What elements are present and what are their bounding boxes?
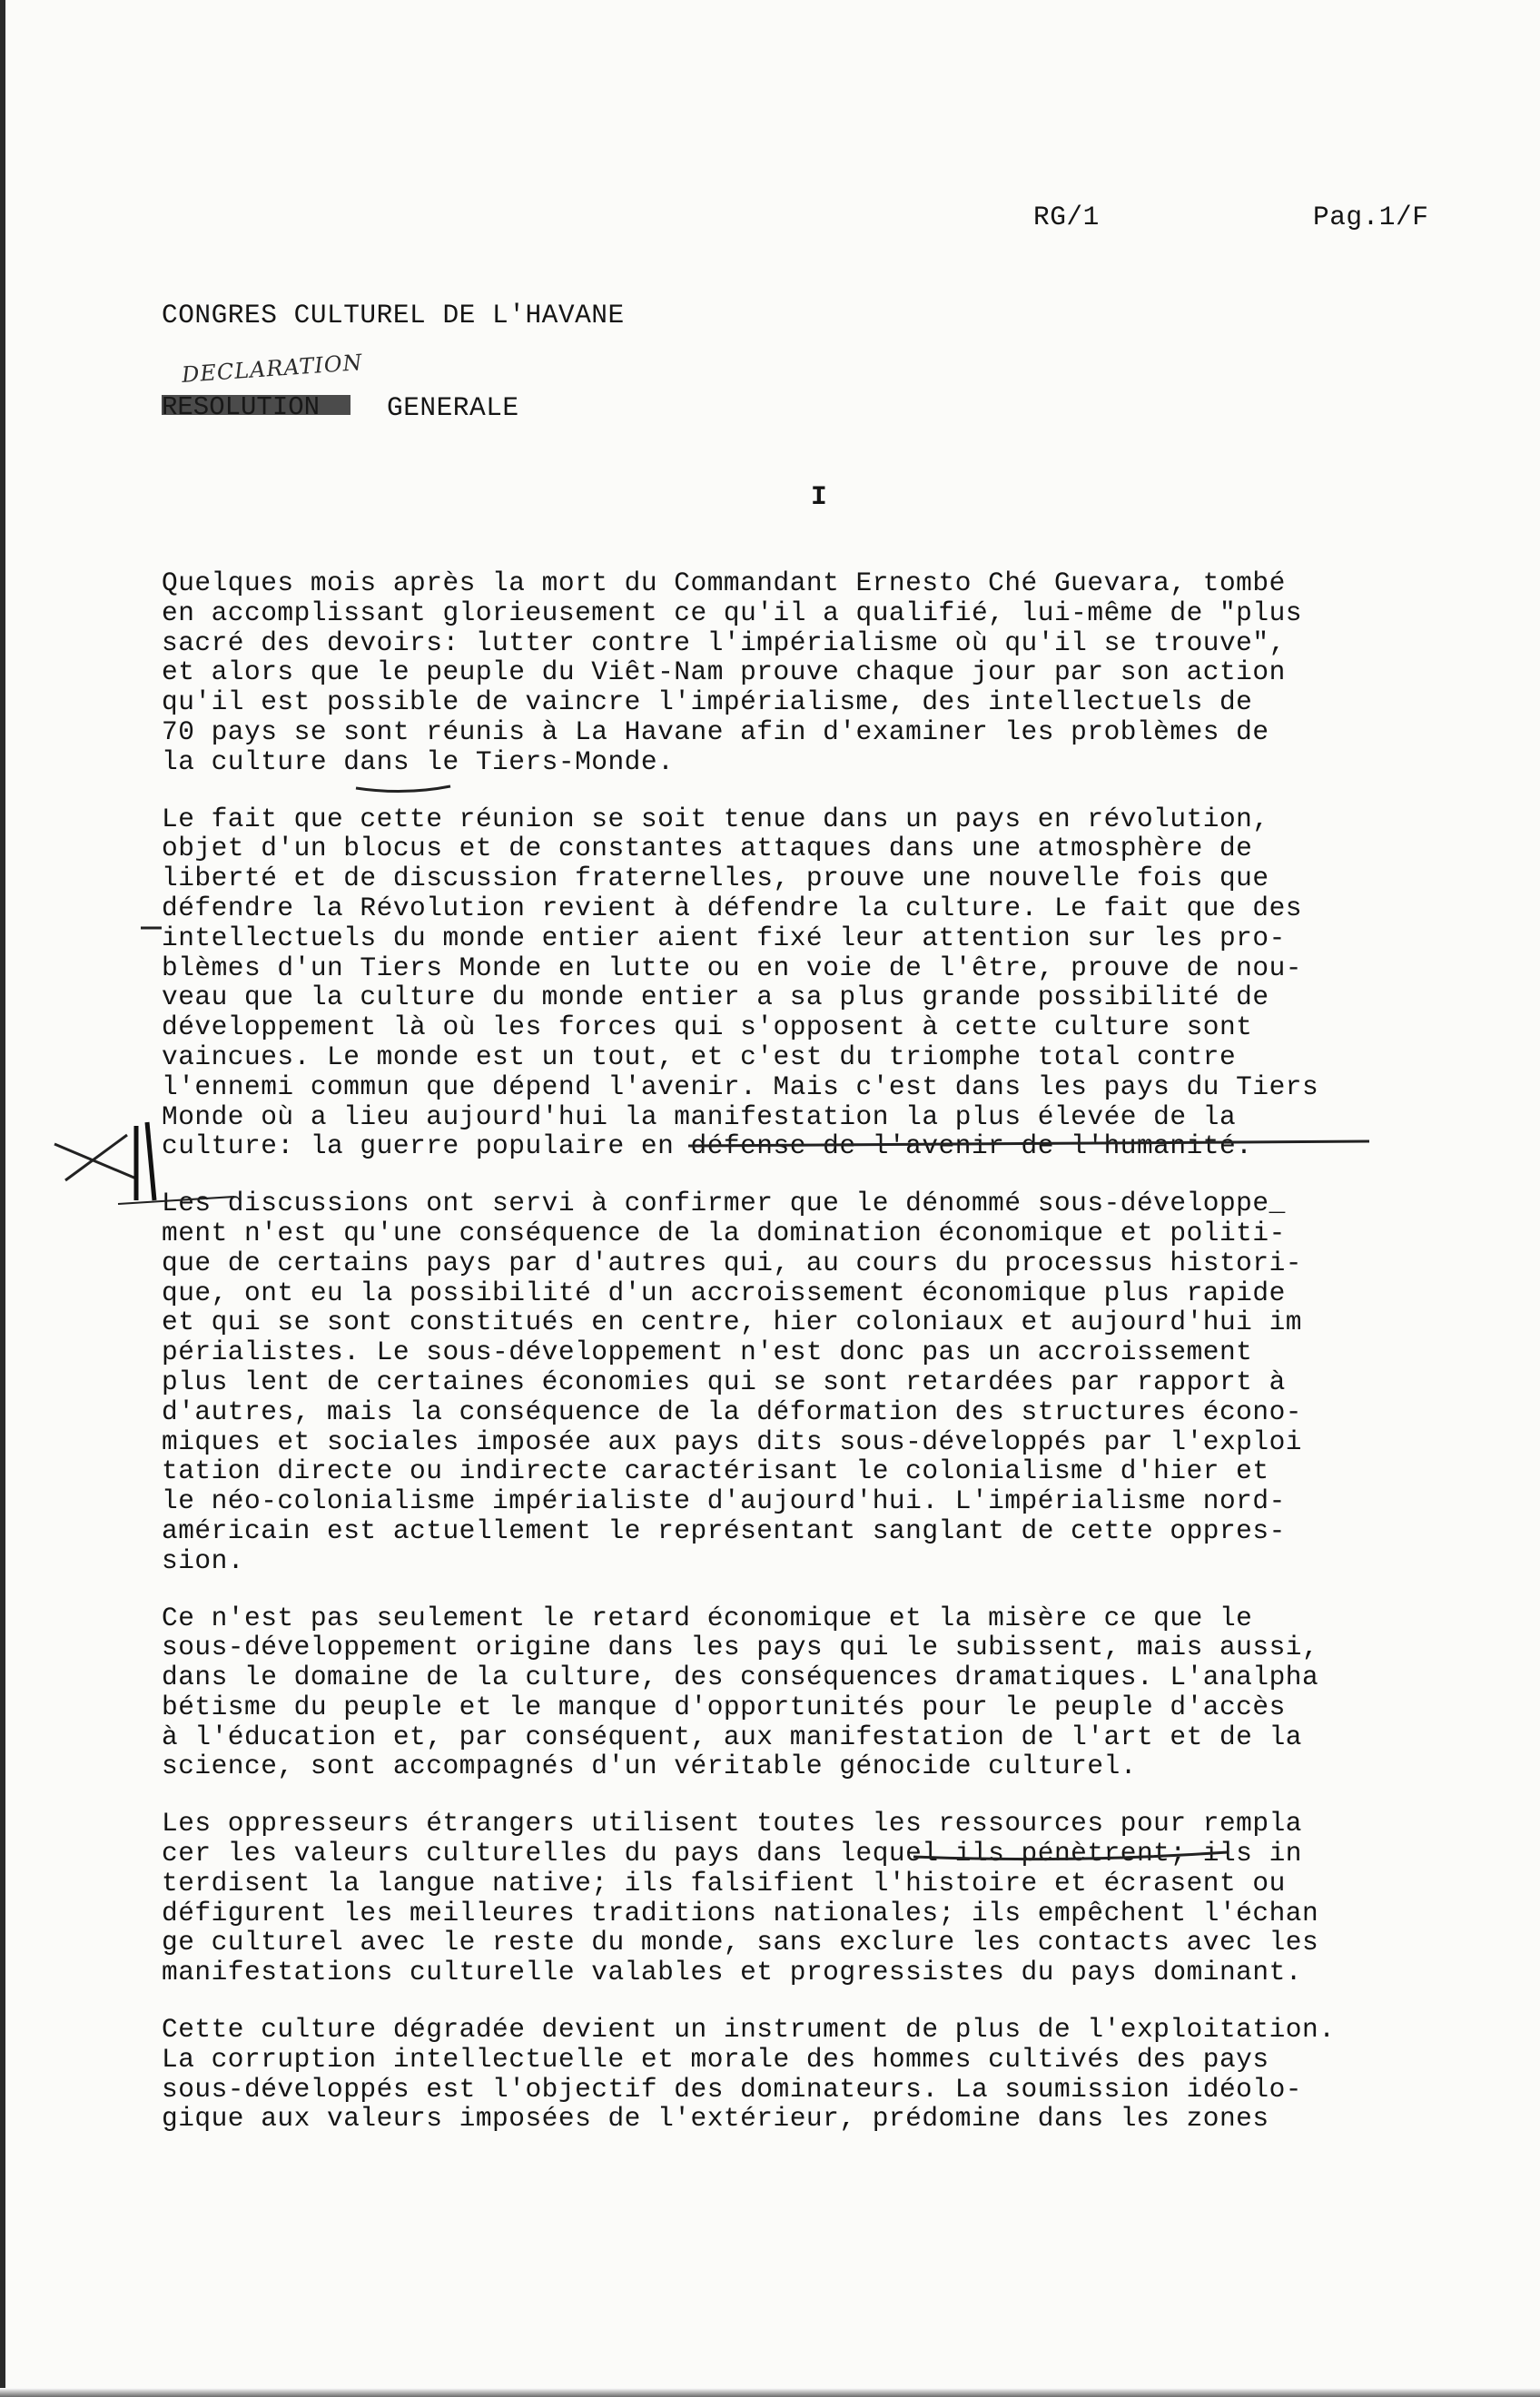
- paragraph-2: Le fait que cette réunion se soit tenue dans un pays en révolution, objet d'un blocus et de constantes attaques dans une atmosphère de liberté et de discussion fraternelles, prouve une nouvelle fois que défendre la Révolution revient à défendre la culture. Le fait que des intellectuels du monde entier aient fixé leur attention sur les pro- blèmes d'un Tiers Monde en lutte ou en voie de l'être, prouve de nou- veau que la culture du monde entier a sa plus grande possibilité de développement là où les forces qui s'opposent à cette culture sont vaincues. Le monde est un tout, et c'est du triomphe total contre l'ennemi commun que dépend l'avenir. Mais c'est dans les pays du Tiers Monde où a lieu aujourd'hui la manifestation la plus élevée de la culture: la guerre populaire en défense de l'avenir de l'humanité.: [162, 803, 1319, 1162]
- document-title: GENERALE: [387, 392, 519, 423]
- underline-genocide: [913, 1852, 1228, 1859]
- underline-manifestation: [688, 1141, 1369, 1146]
- document-reference: RG/1: [1033, 202, 1100, 232]
- section-number: I: [811, 481, 828, 512]
- handwritten-correction: DECLARATION: [181, 350, 364, 388]
- paragraph-3: Les discussions ont servi à confirmer que le dénommé sous-développe_ ment n'est qu'une conséquence de la domination économique et politi- que de certains pays par d'autres qui, au cours du processus histori- que, ont eu la possibilité d'un accroissement économique plus rapide et qui se sont constitués en centre, hier coloniaux et aujourd'hui im périalistes. Le sous-développement n'est donc pas un accroissement plus lent de certaines économies qui se sont retardées par rapport à d'autres, mais la conséquence de la déformation des structures écono- miques et sociales imposée aux pays dits sous-développés par l'exploi tation directe ou indirecte caractérisant le colonialisme d'hier et le néo-colonialisme impérialiste d'aujourd'hui. L'impérialisme nord- américain est actuellement le représentant sanglant de cette oppres- sion.: [162, 1188, 1302, 1576]
- underline-dans: [356, 786, 450, 792]
- paragraph-6: Cette culture dégradée devient un instrument de plus de l'exploitation. La corruption intellectuelle et morale des hommes cultivés des pays sous-développés est l'objectif des dominateurs. La soumission idéolo- gique aux valeurs imposées de l'extérieur, prédomine dans les zones: [162, 2014, 1336, 2135]
- congress-title: CONGRES CULTUREL DE L'HAVANE: [162, 300, 625, 330]
- paragraph-1: Quelques mois après la mort du Commandant Ernesto Ché Guevara, tombé en accomplissant glorieusement ce qu'il a qualifié, lui-même de "plus sacré des devoirs: lutter contre l'impérialisme où qu'il se trouve", et alors que le peuple du Viêt-Nam prouve chaque jour par son action qu'il est possible de vaincre l'impérialisme, des intellectuels de 70 pays se sont réunis à La Havane afin d'examiner les problèmes de la culture dans le Tiers-Monde.: [162, 567, 1302, 777]
- margin-bracket-mark: [136, 1122, 154, 1200]
- paragraph-5: Les oppresseurs étrangers utilisent toutes les ressources pour rempla cer les valeurs culturelles du pays dans lequel ils pénètrent; ils in terdisent la langue native; ils falsifient l'histoire et écrasent ou défigurent les meilleures traditions nationales; ils empêchent l'échan ge culturel avec le reste du monde, sans exclure les contacts avec les manifestations culturelle valables et progressistes du pays dominant.: [162, 1808, 1319, 1988]
- margin-cross-mark: [54, 1135, 136, 1180]
- page-number: Pag.1/F: [1313, 202, 1429, 232]
- paragraph-4: Ce n'est pas seulement le retard économique et la misère ce que le sous-développement origine dans les pays qui le subissent, mais aussi, dans le domaine de la culture, des conséquences dramatiques. L'analpha bétisme du peuple et le manque d'opportunités pour le peuple d'accès à l'éducation et, par conséquent, aux manifestation de l'art et de la science, sont accompagnés d'un véritable génocide culturel.: [162, 1602, 1319, 1782]
